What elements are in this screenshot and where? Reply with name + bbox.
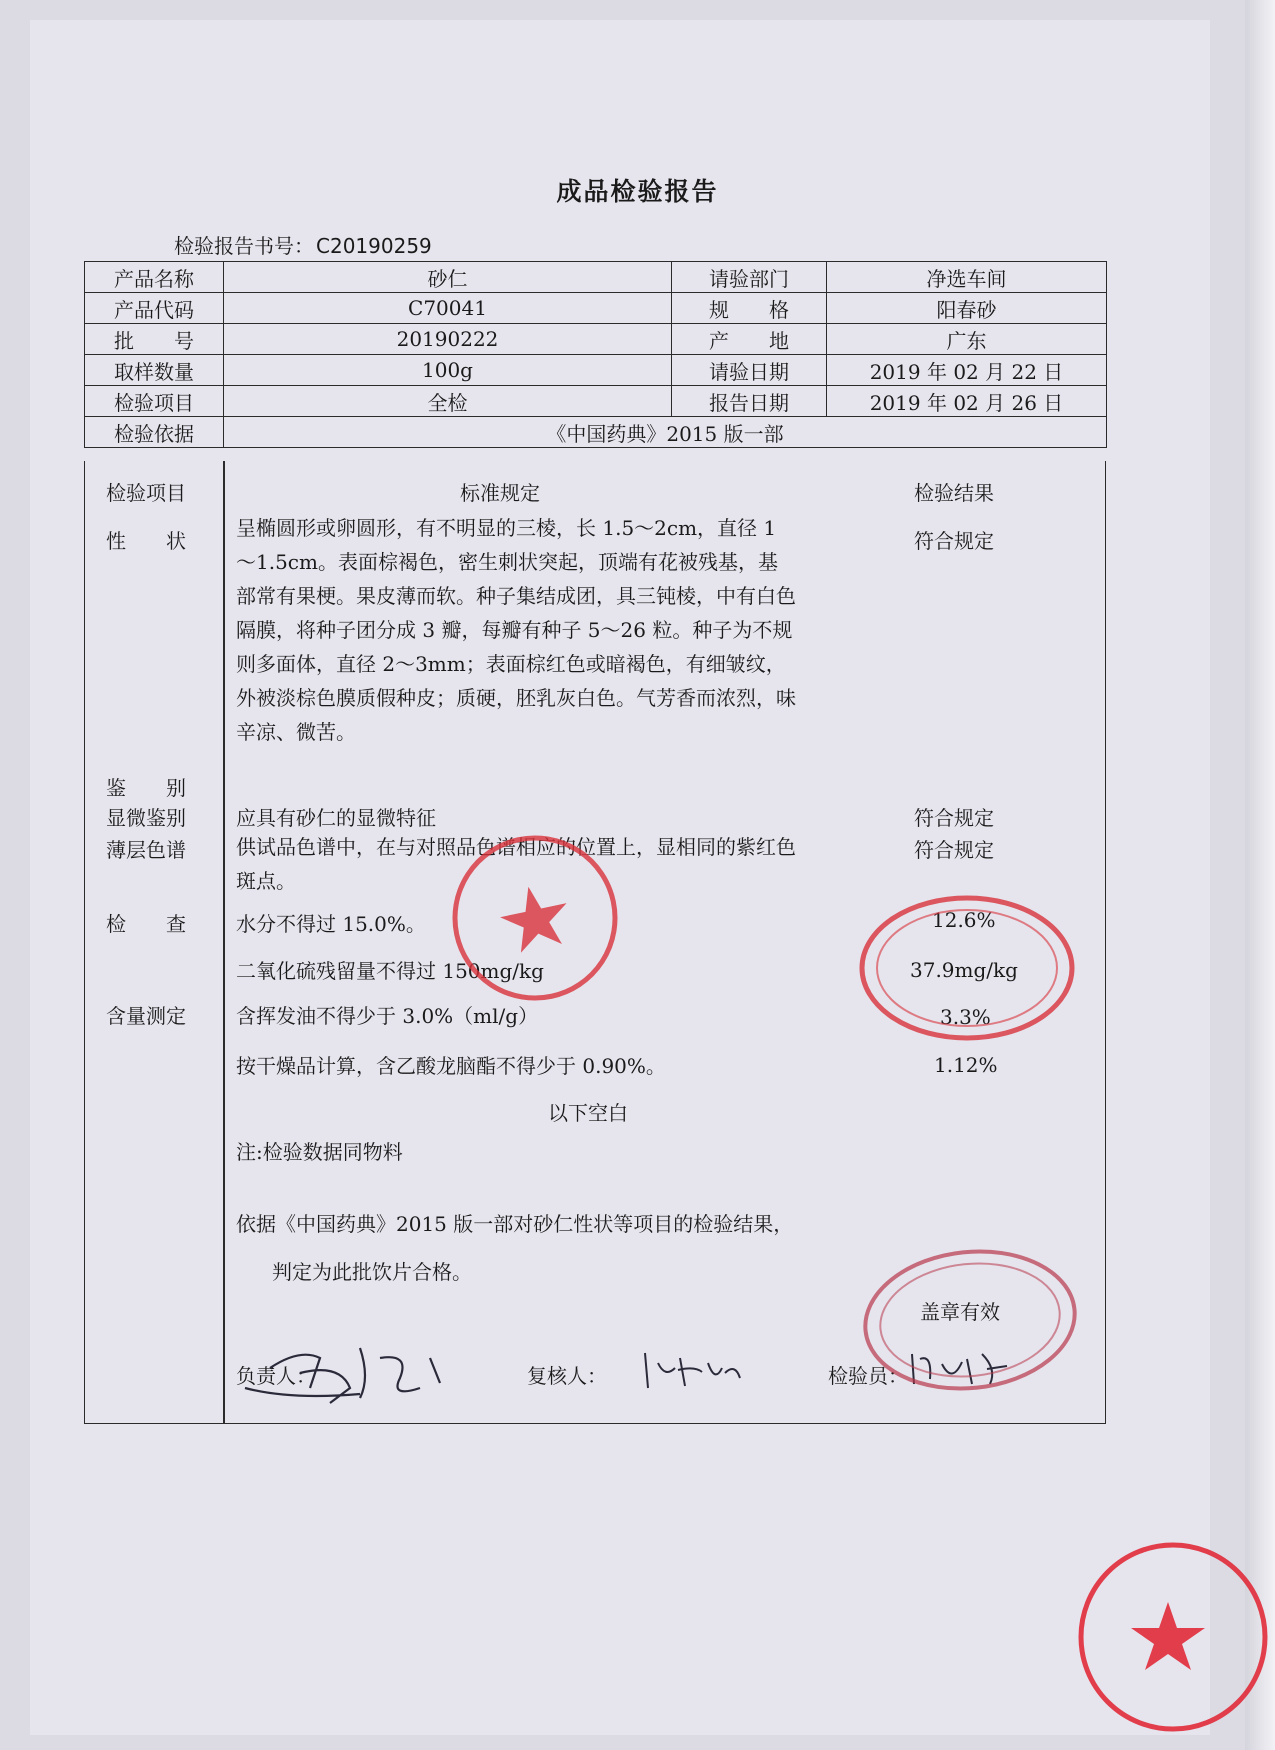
table-row [85, 386, 1107, 417]
table-row [85, 262, 1107, 293]
label-xingzhuang: 性 状 [106, 529, 186, 553]
label-sample-qty: 取样数量 [85, 355, 224, 386]
label-responsible: 负责人： [236, 1364, 316, 1388]
seal-donglian-1 [852, 888, 1082, 1048]
value-batch: 20190222 [224, 324, 672, 355]
signature-responsible [240, 1328, 470, 1408]
signature-reviewer [640, 1348, 750, 1393]
result-xingzhuang: 符合规定 [914, 529, 994, 553]
seal-huakang-corner [1068, 1532, 1268, 1732]
table-row [85, 417, 1107, 448]
scan-edge [1245, 0, 1275, 1750]
col-header-standard: 标准规定 [460, 481, 540, 505]
report-number-label: 检验报告书号： [174, 234, 314, 258]
label-request-dept: 请验部门 [672, 262, 827, 293]
col-header-result: 检验结果 [914, 481, 994, 505]
value-sample-qty: 100g [224, 355, 672, 386]
standard-water: 水分不得过 15.0%。 [236, 912, 426, 936]
value-report-date: 2019 年 02 月 26 日 [827, 386, 1107, 417]
label-jiancha: 检 查 [106, 912, 186, 936]
table-row [85, 293, 1107, 324]
label-inspector: 检验员： [828, 1364, 908, 1388]
report-number-value: C20190259 [316, 234, 432, 258]
table-row [85, 324, 1107, 355]
value-basis: 《中国药典》2015 版一部 [224, 417, 1107, 448]
result-xianwei: 符合规定 [914, 806, 994, 830]
report-title: 成品检验报告 [556, 177, 719, 206]
value-test-items: 全检 [224, 386, 672, 417]
label-test-items: 检验项目 [85, 386, 224, 417]
label-product-name: 产品名称 [85, 262, 224, 293]
table-row [85, 355, 1107, 386]
label-basis: 检验依据 [85, 417, 224, 448]
label-xianwei: 显微鉴别 [106, 806, 186, 830]
standard-xingzhuang: 呈椭圆形或卵圆形，有不明显的三棱，长 1.5～2cm，直径 1～1.5cm。表面棕褐色，密生刺状突起，顶端有花被残基，基部常有果梗。果皮薄而软。种子集结成团，具三钝棱，中有白色隔膜，将种子团分成 3 瓣，每瓣有种子 5～26 粒。种子为不规则多面体，直径 2～3mm；表面棕红色或暗褐色，有细皱纹，外被淡棕色膜质假种皮；质硬，胚乳灰白色。气芳香而浓烈，味辛凉、微苦。 [236, 516, 796, 744]
value-product-name: 砂仁 [224, 262, 672, 293]
header-table [84, 261, 1107, 448]
report-number [172, 230, 432, 259]
label-product-code: 产品代码 [85, 293, 224, 324]
standard-oil: 含挥发油不得少于 3.0%（ml/g） [236, 1004, 539, 1028]
standard-so2: 二氧化硫残留量不得过 150mg/kg [236, 959, 544, 983]
label-report-date: 报告日期 [672, 386, 827, 417]
value-spec: 阳春砂 [827, 293, 1107, 324]
column-divider [223, 461, 225, 1424]
label-hanliang: 含量测定 [106, 1004, 186, 1028]
label-jianbie: 鉴 别 [106, 776, 186, 800]
conclusion-line-2: 判定为此批饮片合格。 [272, 1260, 472, 1284]
value-product-code: C70041 [224, 293, 672, 324]
value-origin: 广东 [827, 324, 1107, 355]
label-reviewer: 复核人： [527, 1364, 607, 1388]
result-bornyl: 1.12% [934, 1053, 998, 1077]
stamp-valid-text: 盖章有效 [920, 1300, 1000, 1324]
label-origin: 产 地 [672, 324, 827, 355]
standard-xianwei: 应具有砂仁的显微特征 [236, 806, 436, 830]
seal-donglian-2 [855, 1240, 1085, 1400]
col-header-item: 检验项目 [106, 481, 186, 505]
standard-bocen: 供试品色谱中，在与对照品色谱相应的位置上，显相同的紫红色斑点。 [236, 835, 796, 893]
result-water: 12.6% [932, 908, 996, 932]
standard-bornyl: 按干燥品计算，含乙酸龙脑酯不得少于 0.90%。 [236, 1054, 666, 1078]
result-oil: 3.3% [940, 1005, 991, 1029]
label-bocen: 薄层色谱 [106, 838, 186, 862]
conclusion-line-1: 依据《中国药典》2015 版一部对砂仁性状等项目的检验结果， [236, 1212, 794, 1236]
data-note: 注:检验数据同物料 [236, 1140, 403, 1164]
value-request-date: 2019 年 02 月 22 日 [827, 355, 1107, 386]
blank-note: 以下空白 [548, 1101, 628, 1125]
value-request-dept: 净选车间 [827, 262, 1107, 293]
result-so2: 37.9mg/kg [910, 958, 1018, 982]
result-bocen: 符合规定 [914, 838, 994, 862]
seal-huakang [445, 828, 625, 1008]
label-batch: 批 号 [85, 324, 224, 355]
label-spec: 规 格 [672, 293, 827, 324]
label-request-date: 请验日期 [672, 355, 827, 386]
